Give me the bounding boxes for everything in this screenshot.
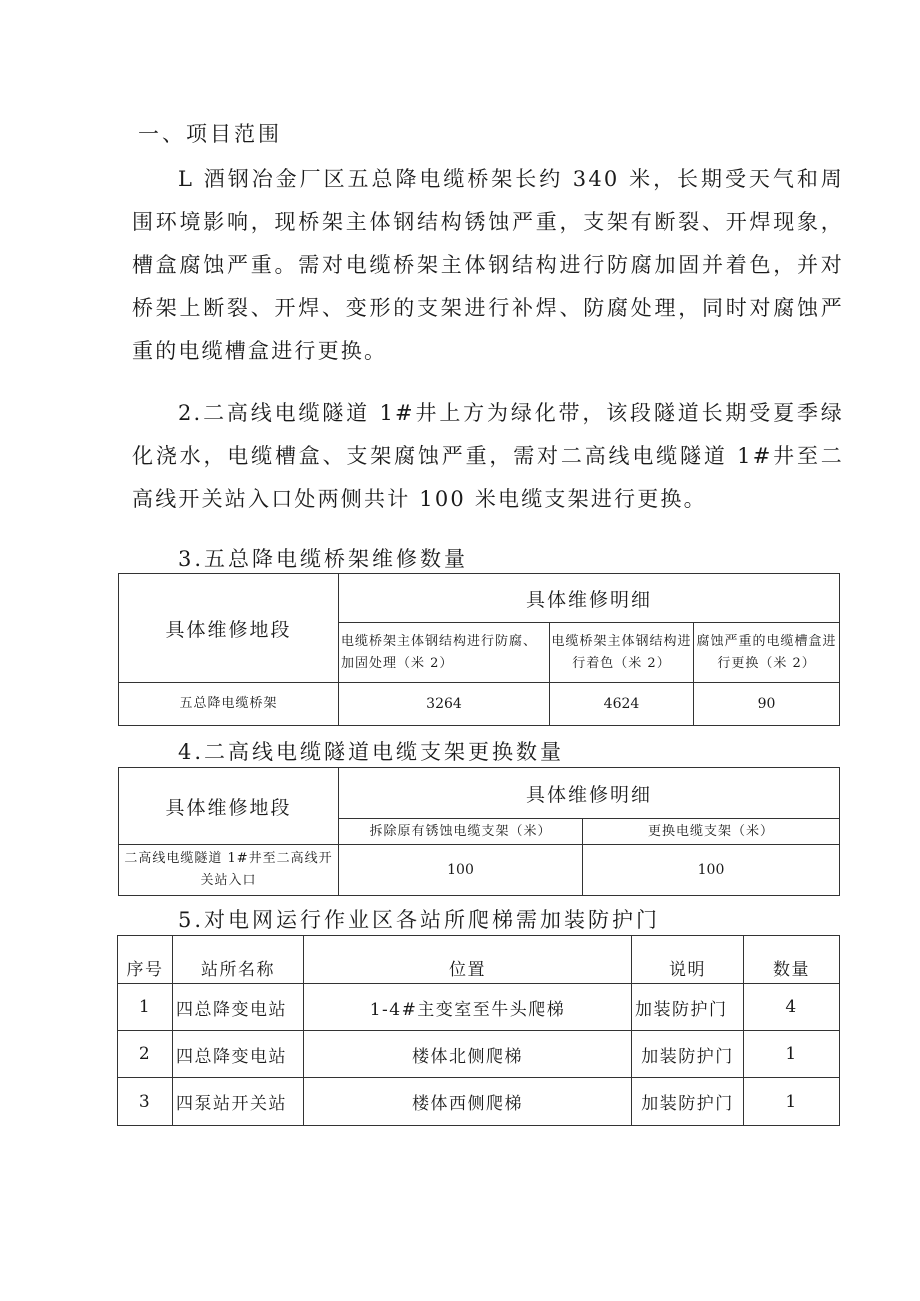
station-name: 四泵站开关站 xyxy=(173,1078,304,1126)
detail-header: 具体维修明细 xyxy=(339,768,840,819)
station-name: 四总降变电站 xyxy=(173,984,304,1031)
location-cell: 二高线电缆隧道 1#井至二高线开关站入口 xyxy=(119,845,339,896)
value-cell: 3264 xyxy=(339,683,550,726)
row-number: 3 xyxy=(118,1078,173,1126)
position-cell: 楼体西侧爬梯 xyxy=(304,1078,632,1126)
detail-header: 具体维修明细 xyxy=(339,574,840,623)
position-cell: 1-4#主变室至牛头爬梯 xyxy=(304,984,632,1031)
quantity-cell: 4 xyxy=(744,984,840,1031)
column-header: 电缆桥架主体钢结构进行着色（米 2） xyxy=(550,623,694,683)
header-cell: 说明 xyxy=(632,936,744,984)
location-cell: 五总降电缆桥架 xyxy=(119,683,339,726)
paragraph-bridge-scope: L 酒钢冶金厂区五总降电缆桥架长约 340 米，长期受天气和周围环境影响，现桥架主体钢结构锈蚀严重，支架有断裂、开焊现象，槽盒腐蚀严重。需对电缆桥架主体钢结构进行防腐加固并着色，并对桥架上断裂、开焊、变形的支架进行补焊、防腐处理，同时对腐蚀严重的电缆槽盒进行更换。 xyxy=(132,167,844,363)
column-header: 更换电缆支架（米） xyxy=(583,819,840,845)
section-heading: 一、项目范围 xyxy=(138,122,282,146)
column-header: 腐蚀严重的电缆槽盒进行更换（米 2） xyxy=(694,623,840,683)
value-cell: 100 xyxy=(339,845,583,896)
tunnel-bracket-table xyxy=(118,767,840,896)
value-cell: 4624 xyxy=(550,683,694,726)
quantity-cell: 1 xyxy=(744,1078,840,1126)
table1-caption: 3.五总降电缆桥架维修数量 xyxy=(178,547,469,571)
note-cell: 加装防护门 xyxy=(632,1078,744,1126)
header-cell: 数量 xyxy=(744,936,840,984)
note-cell: 加装防护门 xyxy=(632,1031,744,1078)
paragraph-tunnel-scope: 2.二高线电缆隧道 1#井上方为绿化带，该段隧道长期受夏季绿化浇水，电缆槽盒、支架腐蚀严重，需对二高线电缆隧道 1#井至二高线开关站入口处两侧共计 100 米电缆支架进行更换。 xyxy=(132,401,844,511)
table3-caption: 5.对电网运行作业区各站所爬梯需加装防护门 xyxy=(178,908,661,932)
location-header: 具体维修地段 xyxy=(119,768,339,845)
header-cell: 位置 xyxy=(304,936,632,984)
header-cell: 序号 xyxy=(118,936,173,984)
ladder-door-table xyxy=(117,935,840,1126)
table2-caption: 4.二高线电缆隧道电缆支架更换数量 xyxy=(178,740,565,764)
quantity-cell: 1 xyxy=(744,1031,840,1078)
row-number: 2 xyxy=(118,1031,173,1078)
station-name: 四总降变电站 xyxy=(173,1031,304,1078)
value-cell: 100 xyxy=(583,845,840,896)
location-header: 具体维修地段 xyxy=(119,574,339,683)
value-cell: 90 xyxy=(694,683,840,726)
header-cell: 站所名称 xyxy=(173,936,304,984)
note-cell: 加装防护门 xyxy=(632,984,744,1031)
position-cell: 楼体北侧爬梯 xyxy=(304,1031,632,1078)
row-number: 1 xyxy=(118,984,173,1031)
column-header: 拆除原有锈蚀电缆支架（米） xyxy=(339,819,583,845)
column-header: 电缆桥架主体钢结构进行防腐、加固处理（米 2） xyxy=(339,623,550,683)
bridge-repair-table xyxy=(118,573,840,726)
